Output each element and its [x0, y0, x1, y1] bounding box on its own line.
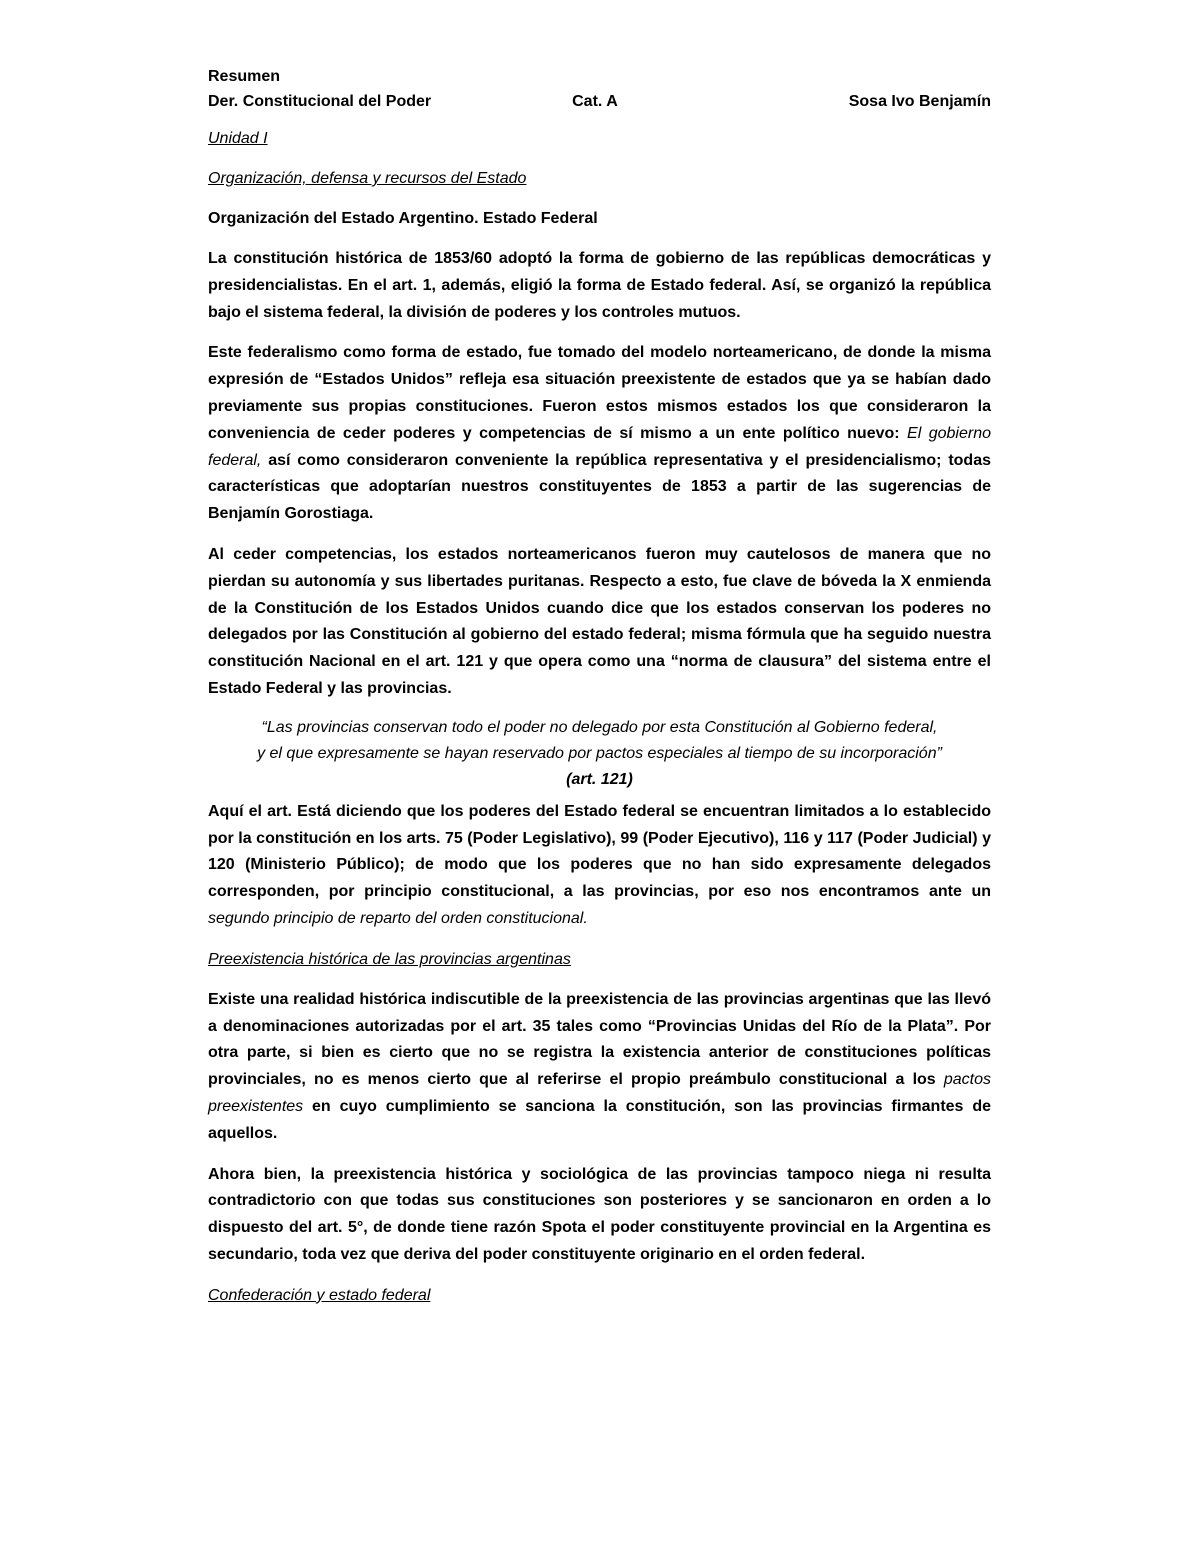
paragraph-2	[208, 340, 991, 528]
subject-label: Der. Constitucional del Poder	[208, 93, 432, 110]
paragraph-1: La constitución histórica de 1853/60 adoptó la forma de gobierno de las repúblicas democráticas y presidencialistas. En el art. 1, además, eligió la forma de Estado federal. Así, se organizó la república bajo el sistema federal, la división de poderes y los controles mutuos.	[208, 250, 991, 321]
subsection-title-estado-federal: Organización del Estado Argentino. Estado Federal	[208, 210, 598, 227]
paragraph-2-text-a: Este federalismo como forma de estado, fue tomado del modelo norteamericano, de donde la misma expresión de “Estados Unidos” refleja esa situación preexistente de estados que ya se habían dado previamente sus propias constituciones. Fueron estos mismos estados los que consideraron la conveniencia de ceder poderes y competencias de sí mismo a un ente político nuevo:	[208, 344, 991, 442]
paragraph-3: Al ceder competencias, los estados norteamericanos fueron muy cautelosos de manera que no pierdan su autonomía y sus libertades puritanas. Respecto a esto, fue clave de bóveda la X enmienda de la Constitución de los Estados Unidos cuando dice que los estados conservan los poderes no delegados por las Constitución al gobierno del estado federal; misma fórmula que ha seguido nuestra constitución Nacional en el art. 121 y que opera como una “norma de clausura” del sistema entre el Estado Federal y las provincias.	[208, 545, 991, 697]
paragraph-5	[208, 987, 991, 1148]
paragraph-4	[208, 799, 991, 933]
paragraph-4-text-a: Aquí el art. Está diciendo que los poderes del Estado federal se encuentran limitados a lo establecido por la constitución en los arts. 75 (Poder Legislativo), 99 (Poder Ejecutivo), 116 y 117 (Poder Judicial) y 120 (Ministerio Público); de modo que los poderes que no han sido expresamente delegados corresponden, por principio constitucional, a las provincias, por eso nos encontramos ante un	[208, 802, 991, 901]
author-label: Sosa Ivo Benjamín	[848, 93, 991, 110]
quote-line-2: y el que expresamente se hayan reservado por pactos especiales al tiempo de su incorporación”	[257, 744, 942, 762]
section-title-confederacion: Confederación y estado federal	[208, 1286, 431, 1304]
unit-title: Unidad I	[208, 130, 268, 147]
header-row	[208, 89, 991, 114]
paragraph-2-emphasis: El gobierno federal,	[208, 424, 991, 469]
document-page	[208, 64, 991, 1309]
quote-line-1: “Las provincias conservan todo el poder no delegado por esta Constitución al Gobierno federal,	[261, 718, 938, 736]
quote-reference: (art. 121)	[566, 770, 633, 788]
doc-type-label: Resumen	[208, 68, 281, 85]
category-label: Cat. A	[572, 93, 618, 110]
paragraph-5-text-a: Existe una realidad histórica indiscutible de la preexistencia de las provincias argentinas que las llevó a denominaciones autorizadas por el art. 35 tales como “Provincias Unidas del Río de la Plata”. Por otra parte, si bien es cierto que no se registra la existencia anterior de constituciones políticas provinciales, no es menos cierto que al referirse el propio preámbulo constitucional a los	[208, 990, 991, 1089]
paragraph-5-text-b: en cuyo cumplimiento se sanciona la constitución, son las provincias firmantes de aquellos.	[208, 1097, 991, 1142]
paragraph-2-text-b: así como consideraron conveniente la república representativa y el presidencialismo; todas características que adoptarían nuestros constituyentes de 1853 a partir de las sugerencias de Benjamín Gorostiaga.	[208, 451, 991, 523]
section-title-organizacion: Organización, defensa y recursos del Estado	[208, 170, 527, 187]
paragraph-4-emphasis: segundo principio de reparto del orden constitucional.	[208, 909, 588, 927]
section-title-preexistencia: Preexistencia histórica de las provincias argentinas	[208, 950, 571, 968]
paragraph-6: Ahora bien, la preexistencia histórica y sociológica de las provincias tampoco niega ni resulta contradictorio con que todas sus constituciones son posteriores y se sancionaron en orden a lo dispuesto del art. 5°, de donde tiene razón Spota el poder constituyente provincial en la Argentina es secundario, toda vez que deriva del poder constituyente originario en el orden federal.	[208, 1165, 991, 1263]
paragraph-5-emphasis: pactos preexistentes	[208, 1071, 991, 1115]
